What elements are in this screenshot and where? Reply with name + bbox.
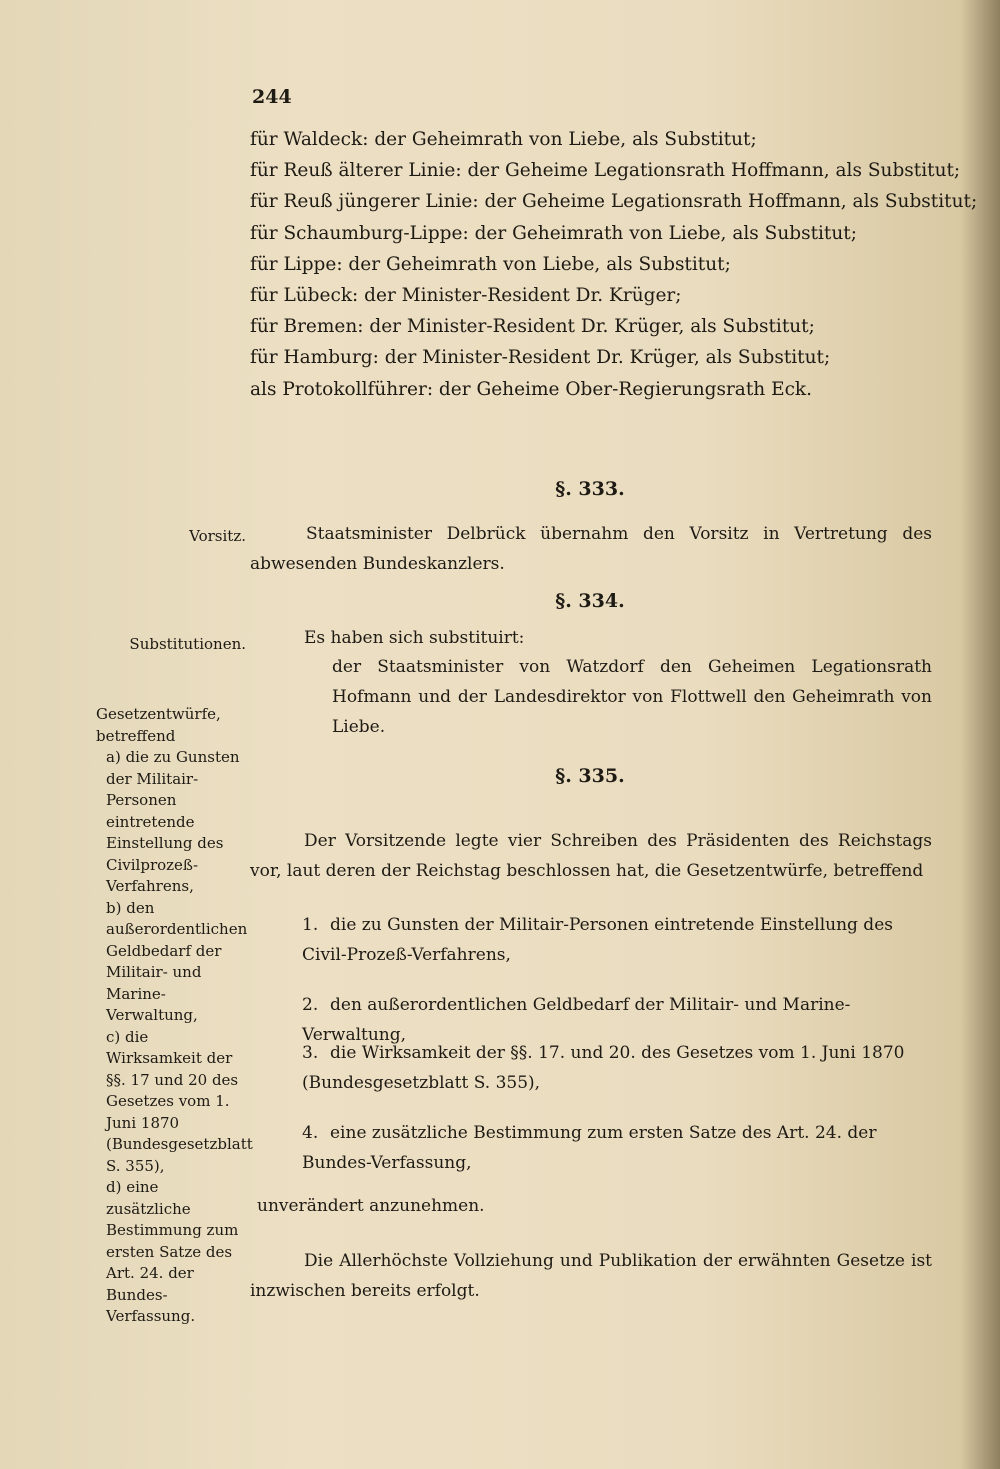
- signatory-line: für Hamburg: der Minister-Resident Dr. Krüger, als Substitut;: [250, 347, 831, 369]
- signatory-line: für Schaumburg-Lippe: der Geheimrath von Liebe, als Substitut;: [250, 222, 857, 244]
- list-item-text: eine zusätzliche Bestimmung zum ersten Satze des Art. 24. der Bundes-Verfassung,: [302, 1123, 877, 1173]
- margin-note-item: d) eine zusätzliche Bestimmung zum ersten Satze des Art. 24. der Bundes-Verfassung.: [106, 1178, 239, 1325]
- margin-note-item: a) die zu Gunsten der Militair-Personen eintretende Einstellung des Civilprozeß-Verfahrens,: [106, 748, 240, 895]
- section-334-intro: Es haben sich substituirt:: [304, 628, 525, 648]
- list-item-number: 1.: [302, 915, 319, 935]
- list-item: [302, 1038, 932, 1098]
- section-333-heading: §. 333.: [555, 478, 625, 500]
- list-item-number: 2.: [302, 995, 319, 1015]
- list-item: [302, 1118, 932, 1178]
- margin-note-substitutionen: Substitutionen.: [129, 635, 246, 653]
- signatory-line: für Lübeck: der Minister-Resident Dr. Krüger;: [250, 285, 682, 307]
- margin-note-title: Gesetzentwürfe, betreffend: [96, 705, 221, 745]
- section-335-intro: Der Vorsitzende legte vier Schreiben des Präsidenten des Reichstags vor, laut deren der Reichstag beschlossen hat, die Gesetzentwürfe, betreffend: [250, 831, 932, 881]
- section-333-text: Staatsminister Delbrück übernahm den Vorsitz in Vertretung des abwesenden Bundeskanzlers.: [250, 524, 932, 574]
- list-item-number: 3.: [302, 1043, 319, 1063]
- signatory-line: für Reuß älterer Linie: der Geheime Legationsrath Hoffmann, als Substitut;: [250, 160, 961, 182]
- page-number: 244: [252, 86, 292, 108]
- signatory-line: für Bremen: der Minister-Resident Dr. Krüger, als Substitut;: [250, 316, 815, 338]
- list-item-text: die zu Gunsten der Militair-Personen eintretende Einstellung des Civil-Prozeß-Verfahrens,: [302, 915, 893, 965]
- margin-note-item: c) die Wirksamkeit der §§. 17 und 20 des Gesetzes vom 1. Juni 1870 (Bundesgesetzblatt S. 355),: [106, 1027, 253, 1175]
- section-334-text: der Staatsminister von Watzdorf den Geheimen Legationsrath Hofmann und der Landesdirektor von Flottwell den Geheimrath von Liebe.: [332, 657, 932, 737]
- margin-note-item: b) den außerordentlichen Geldbedarf der Militair- und Marine-Verwaltung,: [106, 898, 248, 1024]
- list-item-text: den außerordentlichen Geldbedarf der Militair- und Marine-Verwaltung,: [302, 995, 851, 1045]
- list-item: [302, 910, 932, 970]
- section-335-heading: §. 335.: [555, 765, 625, 787]
- list-item-text: die Wirksamkeit der §§. 17. und 20. des Gesetzes vom 1. Juni 1870 (Bundesgesetzblatt S. 355),: [302, 1043, 905, 1093]
- section-335-outro: unverändert anzunehmen.: [257, 1196, 485, 1216]
- signatory-line: für Reuß jüngerer Linie: der Geheime Legationsrath Hoffmann, als Substitut;: [250, 191, 978, 213]
- signatories-list: [250, 124, 978, 405]
- signatory-line: für Lippe: der Geheimrath von Liebe, als Substitut;: [250, 253, 731, 275]
- section-335-closing: Die Allerhöchste Vollziehung und Publikation der erwähnten Gesetze ist inzwischen bereits erfolgt.: [250, 1251, 932, 1301]
- margin-note-vorsitz: Vorsitz.: [189, 527, 246, 545]
- signatory-line: für Waldeck: der Geheimrath von Liebe, als Substitut;: [250, 129, 757, 150]
- margin-note-gesetzentwuerfe: [96, 704, 253, 1328]
- section-334-heading: §. 334.: [555, 590, 625, 612]
- list-item-number: 4.: [302, 1123, 319, 1143]
- signatory-line: als Protokollführer: der Geheime Ober-Regierungsrath Eck.: [250, 378, 813, 400]
